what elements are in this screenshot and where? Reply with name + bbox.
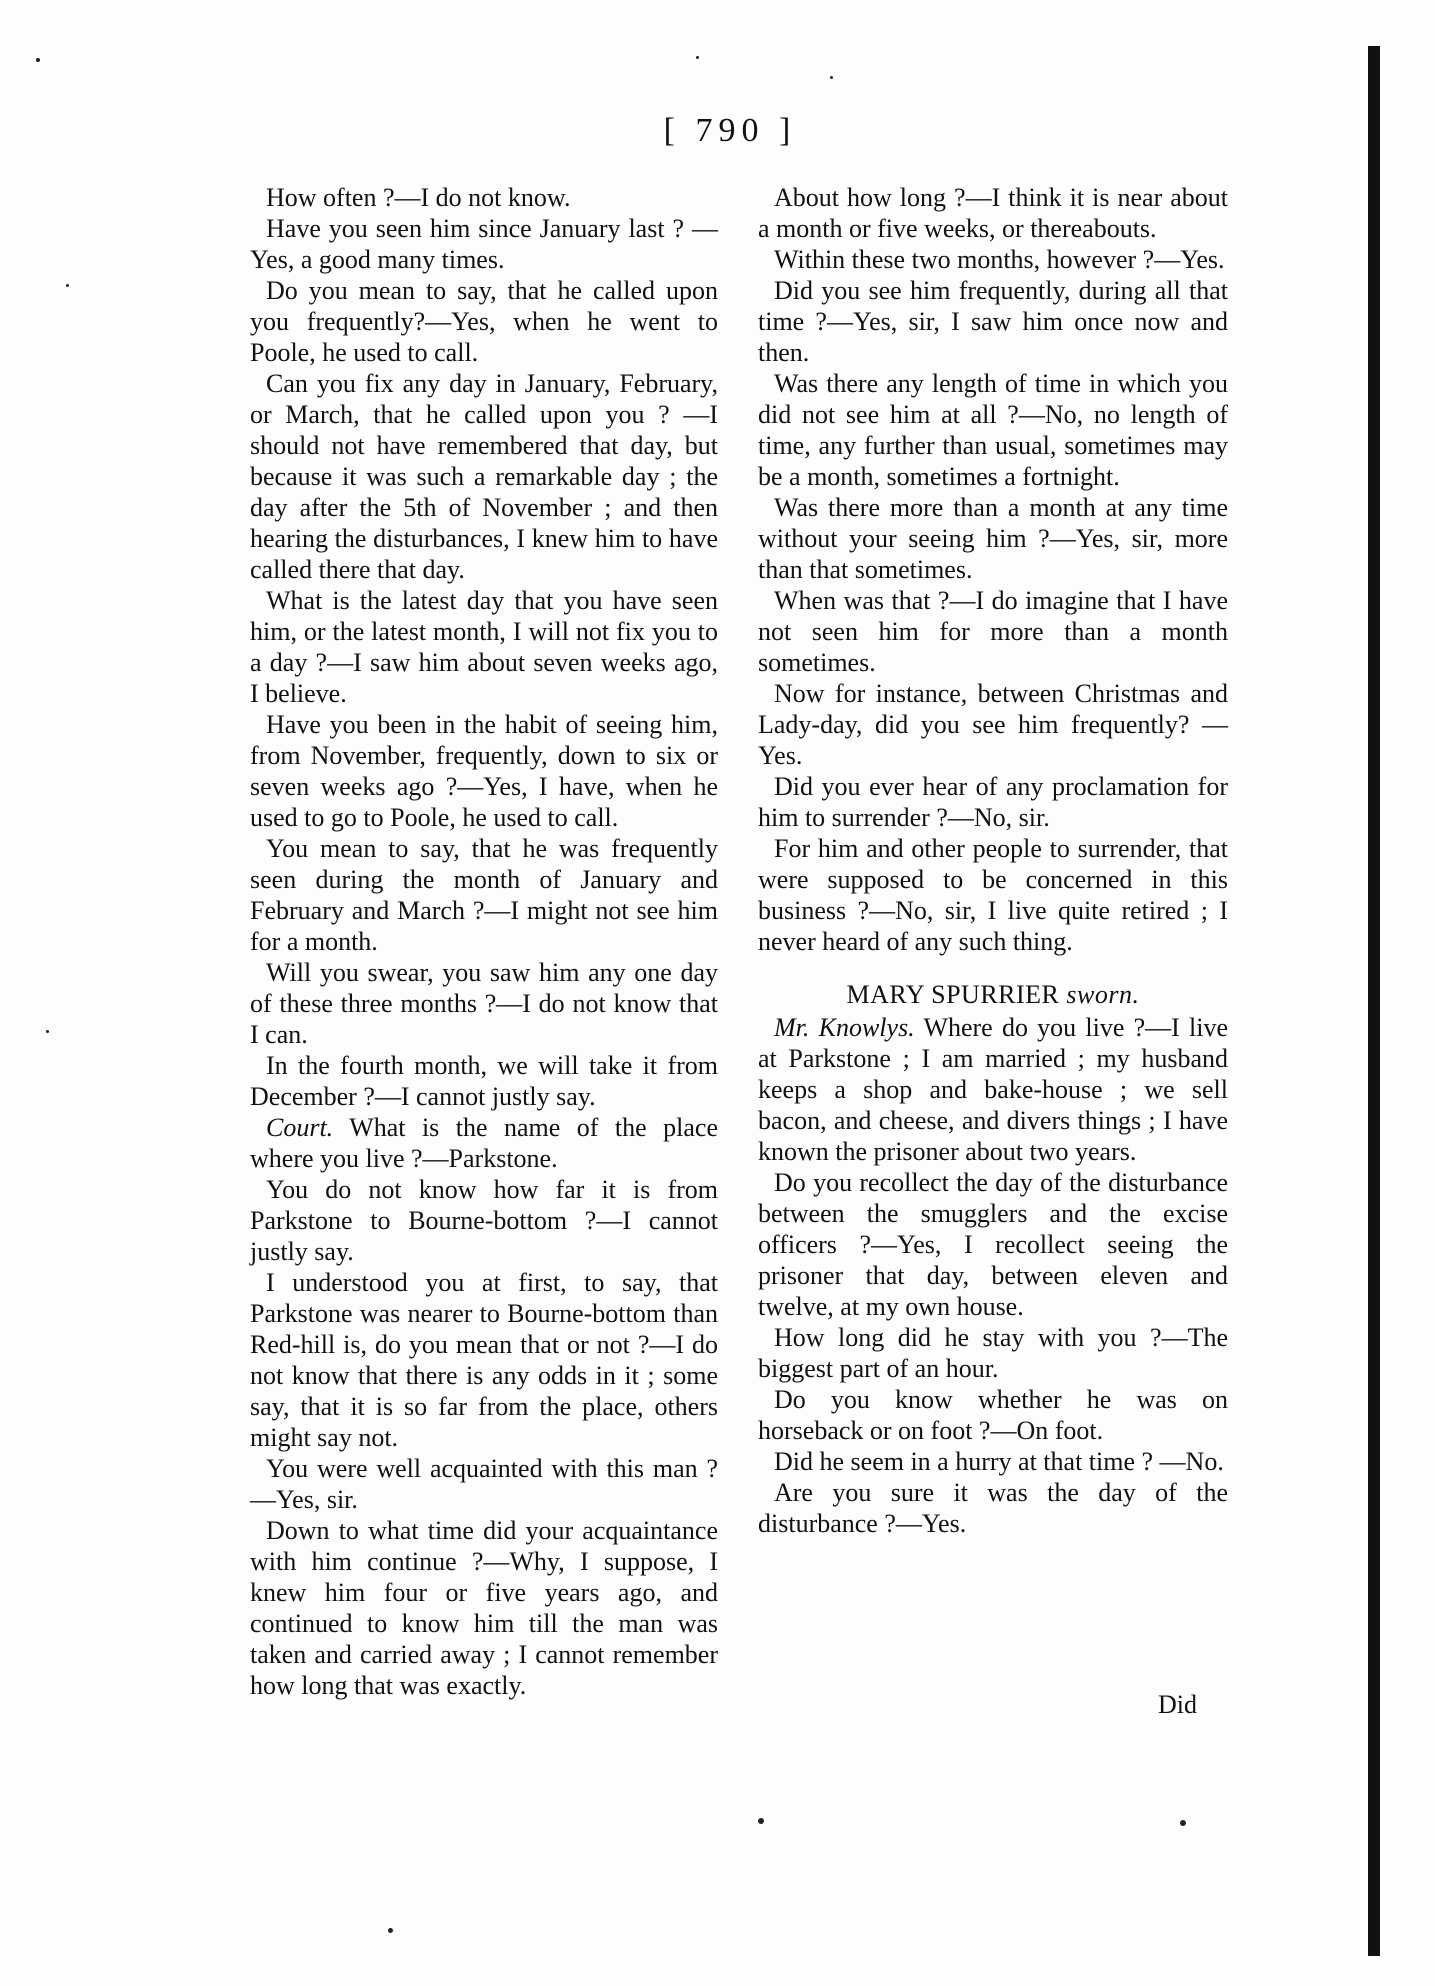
paragraph: Do you recollect the day of the disturbance between the smugglers and the excise officers ?—Yes, I recollect seeing the prisoner that day, between eleven and twelve, at my own house. (758, 1168, 1228, 1321)
paragraph: Was there more than a month at any time without your seeing him ?—Yes, sir, more than that sometimes. (758, 493, 1228, 584)
witness-name: MARY SPURRIER (846, 980, 1060, 1009)
scan-speck (388, 1928, 393, 1933)
right-column-testimony (758, 182, 1228, 957)
scan-speck (46, 1030, 49, 1033)
scan-speck (36, 58, 40, 62)
speaker-label: Court. (266, 1113, 334, 1142)
paragraph (250, 1112, 718, 1174)
paragraph-text: What is the name of the place where you live ?—Parkstone. (250, 1113, 718, 1173)
paragraph: When was that ?—I do imagine that I have not seen him for more than a month sometimes. (758, 586, 1228, 677)
scan-speck (66, 284, 69, 287)
witness-sworn: sworn. (1066, 980, 1140, 1009)
paragraph: Have you been in the habit of seeing him, from November, frequently, down to six or seven weeks ago ?—Yes, I have, when he used to go to Poole, he used to call. (250, 710, 718, 832)
paragraph: Now for instance, between Christmas and Lady-day, did you see him frequently? —Yes. (758, 679, 1228, 770)
paragraph: How long did he stay with you ?—The biggest part of an hour. (758, 1323, 1228, 1383)
paragraph: I understood you at first, to say, that Parkstone was nearer to Bourne-bottom than Red-hill is, do you mean that or not ?—I do not know that there is any odds in it ; some say, that it is so far from the place, others might say not. (250, 1268, 718, 1452)
right-column-witness-testimony (758, 1012, 1228, 1539)
scan-speck (696, 56, 699, 59)
speaker-label: Mr. Knowlys. (774, 1013, 915, 1042)
page-number: [ 790 ] (663, 112, 797, 149)
paragraph: Did you ever hear of any proclamation for him to surrender ?—No, sir. (758, 772, 1228, 832)
paragraph: Did you see him frequently, during all that time ?—Yes, sir, I saw him once now and then. (758, 276, 1228, 367)
paragraph: In the fourth month, we will take it from December ?—I cannot justly say. (250, 1051, 718, 1111)
paragraph: Have you seen him since January last ? —Yes, a good many times. (250, 214, 718, 274)
paragraph: How often ?—I do not know. (266, 183, 571, 212)
right-column (758, 182, 1228, 1539)
scan-speck (1180, 1820, 1186, 1826)
paragraph: Are you sure it was the day of the disturbance ?—Yes. (758, 1478, 1228, 1538)
paragraph-text: Where do you live ?—I live at Parkstone ; I am married ; my husband keeps a shop and bake-house ; we sell bacon, and cheese, and divers things ; I have known the prisoner about two years. (758, 1013, 1228, 1166)
paragraph: Will you swear, you saw him any one day of these three months ?—I do not know that I can. (250, 958, 718, 1049)
paragraph: What is the latest day that you have seen him, or the latest month, I will not fix you to a day ?—I saw him about seven weeks ago, I believe. (250, 586, 718, 708)
paragraph: Do you mean to say, that he called upon you frequently?—Yes, when he went to Poole, he used to call. (250, 276, 718, 367)
paragraph: You do not know how far it is from Parkstone to Bourne-bottom ?—I cannot justly say. (250, 1175, 718, 1266)
paragraph: Do you know whether he was on horseback or on foot ?—On foot. (758, 1385, 1228, 1445)
left-column (250, 182, 718, 1701)
scan-speck (830, 76, 833, 79)
catchword: Did (1158, 1690, 1197, 1719)
paragraph: Did he seem in a hurry at that time ? —No. (774, 1447, 1224, 1476)
paragraph: Within these two months, however ?—Yes. (774, 245, 1225, 274)
binding-edge-rule (1368, 46, 1380, 1956)
paragraph (758, 1012, 1228, 1167)
paragraph: Was there any length of time in which you did not see him at all ?—No, no length of time, any further than usual, sometimes may be a month, sometimes a fortnight. (758, 369, 1228, 491)
paragraph: You were well acquainted with this man ?—Yes, sir. (250, 1454, 718, 1514)
scan-speck (758, 1818, 764, 1824)
paragraph: Can you fix any day in January, February, or March, that he called upon you ? —I should not have remembered that day, but because it was such a remarkable day ; the day after the 5th of November ; and then hearing the disturbances, I knew him to have called there that day. (250, 369, 718, 584)
paragraph: About how long ?—I think it is near about a month or five weeks, or thereabouts. (758, 183, 1228, 243)
paragraph: For him and other people to surrender, that were supposed to be concerned in this business ?—No, sir, I live quite retired ; I never heard of any such thing. (758, 834, 1228, 956)
paragraph: Down to what time did your acquaintance with him continue ?—Why, I suppose, I knew him four or five years ago, and continued to know him till the man was taken and carried away ; I cannot remember how long that was exactly. (250, 1516, 718, 1700)
paragraph: You mean to say, that he was frequently seen during the month of January and February and March ?—I might not see him for a month. (250, 834, 718, 956)
witness-heading (758, 979, 1228, 1010)
